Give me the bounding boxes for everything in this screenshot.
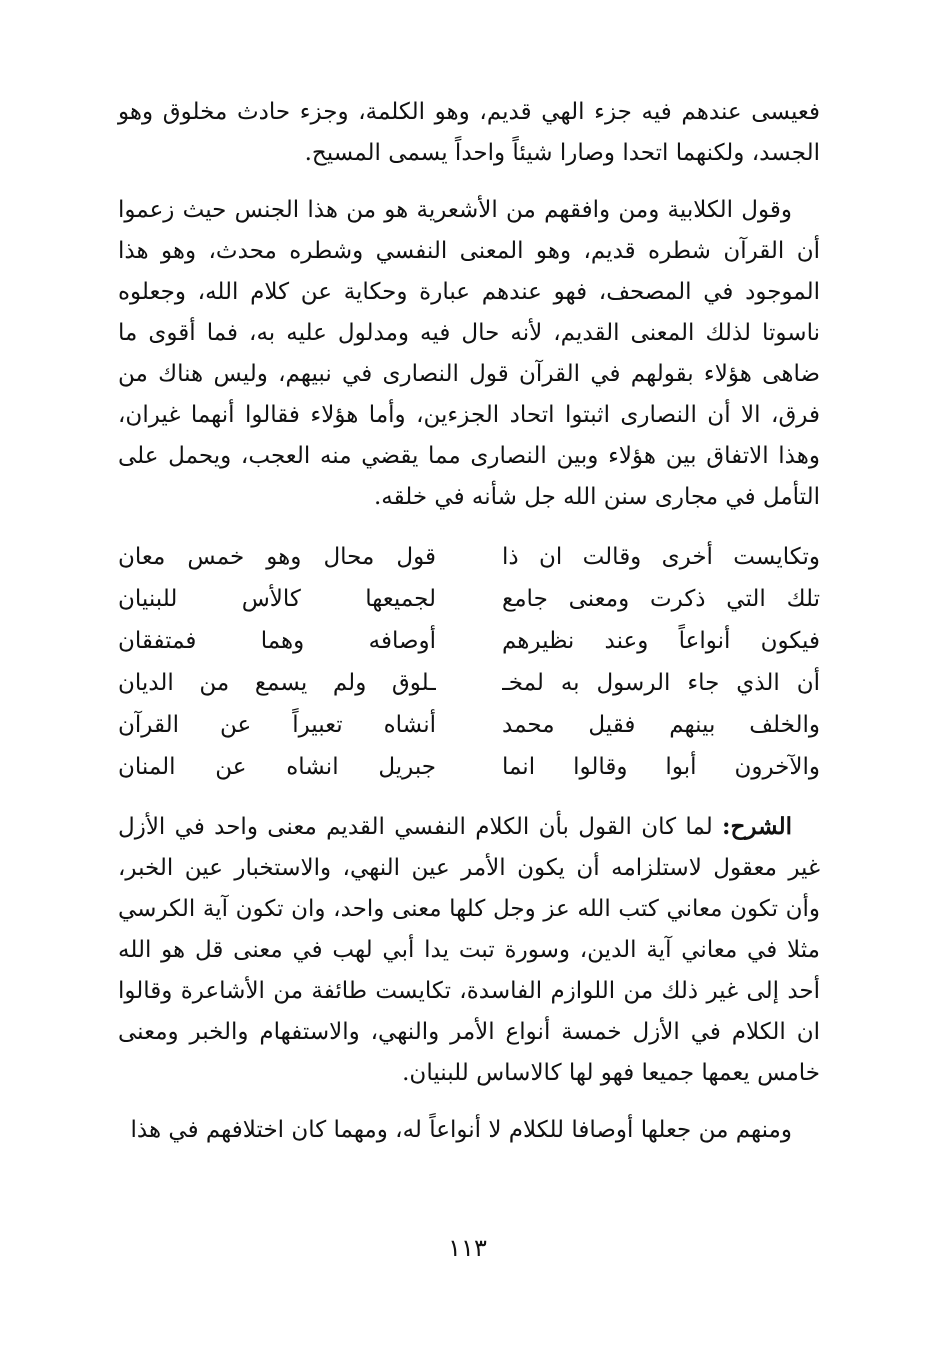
poem-verse [118, 662, 820, 704]
verse-first-half: تلك التي ذكرت ومعنى جامع [502, 585, 820, 612]
poem-verse [118, 704, 820, 746]
verse-second-half: أوصافه وهما فمتفقان [118, 627, 436, 654]
poem-verse [118, 746, 820, 788]
verse-first-half: والآخرون أبوا وقالوا انما [502, 753, 820, 780]
verse-second-half: قول محال وهو خمس معان [118, 543, 436, 570]
verse-second-half: لجميعها كالأس للبنيان [118, 585, 436, 612]
poem-verses [118, 536, 820, 788]
poem-verse [118, 578, 820, 620]
verse-first-half: أن الذي جاء الرسول به لمخـ [502, 669, 820, 696]
poem-verse [118, 536, 820, 578]
continuation-paragraph: ومنهم من جعلها أوصافا للكلام لا أنواعاً له، ومهما كان اختلافهم في هذا [130, 1117, 792, 1143]
paragraph-jesus-nature: فعيسى عندهم فيه جزء الهي قديم، وهو الكلمة، وجزء حادث مخلوق وهو الجسد، ولكنهما اتحدا وصارا شيئاً واحداً يسمى المسيح. [118, 99, 820, 166]
verse-second-half: جبريل انشاه عن المنان [118, 753, 436, 780]
paragraph-kullabiyya: وقول الكلابية ومن وافقهم من الأشعرية هو من هذا الجنس حيث زعموا أن القرآن شطره قديم، وهو المعنى النفسي وشطره محدث، وهو هذا الموجود في المصحف، فهو عندهم عبارة وحكاية عن كلام الله، وجعلوه ناسوتا لذلك المعنى القديم، لأنه حال فيه ومدلول عليه به، فما أقوى ما ضاهى هؤلاء بقولهم في القرآن قول النصارى في نبيهم، وليس هناك من فرق، الا أن النصارى اثبتوا اتحاد الجزءين، وأما هؤلاء فقالوا أنهما غيران، وهذا الاتفاق بين هؤلاء وبين النصارى مما يقضي منه العجب، ويحمل على التأمل في مجارى سنن الله جل شأنه في خلقه. [118, 197, 820, 510]
commentary-label: الشرح: [722, 813, 792, 840]
verse-second-half: أنشاه تعبيراً عن القرآن [118, 711, 436, 738]
verse-first-half: فيكون أنواعاً وعند نظيرهم [502, 627, 820, 654]
verse-second-half: ـلوق ولم يسمع من الديان [118, 669, 436, 696]
verse-first-half: وتكايست أخرى وقالت ان ذا [502, 543, 820, 570]
book-page-text [118, 92, 820, 1151]
poem-verse [118, 620, 820, 662]
page-number: ١١٣ [448, 1234, 487, 1262]
commentary-paragraph [118, 806, 820, 1094]
commentary-text: لما كان القول بأن الكلام النفسي القديم معنى واحد في الأزل غير معقول لاستلزامه أن يكون الأمر عين النهي، والاستخبار عين الخبر، وأن تكون معاني كتب الله عز وجل كلها معنى واحد، وان تكون آية الكرسي مثلا في معاني آية الدين، وسورة تبت يدا أبي لهب في معنى قل هو الله أحد إلى غير ذلك من اللوازم الفاسدة، تكايست طائفة من الأشاعرة وقالوا ان الكلام في الأزل خمسة أنواع الأمر والنهي، والاستفهام والخبر ومعنى خامس يعمها جميعا فهو لها كالاساس للبنيان. [118, 814, 820, 1086]
verse-first-half: والخلف بينهم فقيل محمد [502, 711, 820, 738]
